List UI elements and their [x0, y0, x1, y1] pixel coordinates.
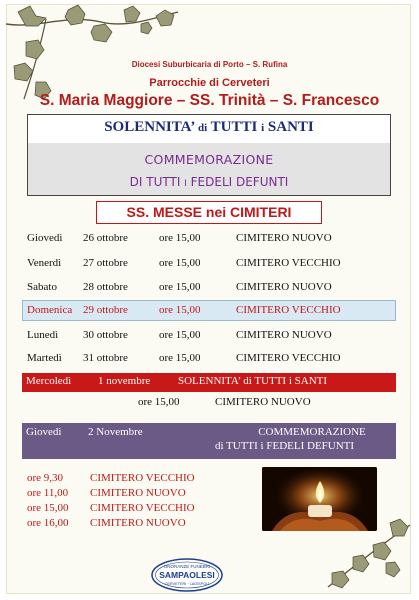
- solennita-title: [28, 119, 390, 136]
- giovedi-date: 2 Novembre: [88, 426, 143, 438]
- schedule-row-highlighted: [0, 302, 419, 320]
- mass-time: ore 11,00: [27, 487, 69, 499]
- giovedi-title-line2: di TUTTI i FEDELI DEFUNTI: [214, 440, 355, 452]
- mercoledi-date: 1 novembre: [98, 375, 151, 387]
- mass-place: CIMITERO NUOVO: [90, 517, 186, 529]
- title-part: i: [261, 122, 265, 134]
- row-date: 28 ottobre: [83, 281, 128, 293]
- diocesi-line: Diocesi Suburbicaria di Porto – S. Rufina: [131, 60, 288, 69]
- giovedi-mass-row: [0, 472, 260, 487]
- logo-name: SAMPAOLESI: [159, 570, 215, 580]
- title-part: TUTTI: [207, 119, 262, 135]
- row-place: CIMITERO VECCHIO: [236, 352, 341, 364]
- row-day: Giovedì: [27, 232, 63, 244]
- row-day: Domenica: [27, 304, 73, 316]
- row-day: Sabato: [27, 281, 57, 293]
- mass-place: CIMITERO VECCHIO: [90, 502, 195, 514]
- churches-line: S. Maria Maggiore – SS. Trinità – S. Francesco: [39, 92, 380, 109]
- title-part: SOLENNITA’: [104, 119, 198, 135]
- schedule-row: [0, 279, 419, 297]
- row-date: 29 ottobre: [83, 304, 128, 316]
- row-time: ore 15,00: [159, 304, 201, 316]
- mercoledi-place: CIMITERO NUOVO: [215, 396, 311, 408]
- mercoledi-band: [22, 373, 396, 392]
- giovedi-day: Giovedì: [26, 426, 62, 438]
- mercoledi-day: Mercoledì: [26, 375, 72, 387]
- mercoledi-title: SOLENNITA’ di TUTTI i SANTI: [178, 375, 328, 387]
- row-day: Venerdì: [27, 257, 62, 269]
- row-date: 26 ottobre: [83, 232, 128, 244]
- messe-heading: SS. MESSE nei CIMITERI: [96, 201, 322, 224]
- parrocchie-line: Parrocchie di Cerveteri: [149, 77, 270, 89]
- candle-image: [262, 467, 377, 531]
- mass-time: ore 9,30: [27, 472, 64, 484]
- row-day: Martedì: [27, 352, 62, 364]
- row-date: 27 ottobre: [83, 257, 128, 269]
- giovedi-mass-row: [0, 487, 260, 502]
- row-date: 31 ottobre: [83, 352, 128, 364]
- subtitle-part: DI TUTTI: [129, 175, 185, 189]
- row-day: Lunedì: [27, 329, 59, 341]
- row-place: CIMITERO VECCHIO: [236, 257, 341, 269]
- mercoledi-time: ore 15,00: [138, 396, 180, 408]
- funeral-home-logo-icon: [150, 557, 224, 593]
- giovedi-mass-row: [0, 502, 260, 517]
- candle-in-hands-icon: [262, 467, 377, 531]
- schedule-row: [0, 255, 419, 273]
- giovedi-mass-row: [0, 517, 260, 532]
- row-place: CIMITERO VECCHIO: [236, 304, 341, 316]
- fedeli-defunti-title: [28, 175, 390, 189]
- logo-top-text: ONORANZE FUNEBRI: [163, 564, 211, 569]
- row-place: CIMITERO NUOVO: [236, 281, 332, 293]
- row-time: ore 15,00: [159, 329, 201, 341]
- row-place: CIMITERO NUOVO: [236, 232, 332, 244]
- schedule-row: [0, 350, 419, 368]
- logo-bottom-text: CERVETERI · LADISPOLI: [164, 582, 210, 586]
- mass-time: ore 16,00: [27, 517, 69, 529]
- row-time: ore 15,00: [159, 257, 201, 269]
- commemorazione-title: COMMEMORAZIONE: [144, 152, 274, 167]
- mass-time: ore 15,00: [27, 502, 69, 514]
- row-time: ore 15,00: [159, 281, 201, 293]
- schedule-row: [0, 327, 419, 345]
- schedule-row: [0, 230, 419, 248]
- row-date: 30 ottobre: [83, 329, 128, 341]
- subtitle-part: FEDELI DEFUNTI: [186, 175, 289, 189]
- sampaolesi-logo: [150, 557, 224, 593]
- mass-place: CIMITERO NUOVO: [90, 487, 186, 499]
- giovedi-title-line1: COMMEMORAZIONE: [258, 426, 366, 438]
- title-part: di: [197, 122, 208, 134]
- row-time: ore 15,00: [159, 232, 201, 244]
- giovedi-band: [22, 423, 396, 459]
- subtitle-part: I: [184, 179, 187, 189]
- row-time: ore 15,00: [159, 352, 201, 364]
- row-place: CIMITERO NUOVO: [236, 329, 332, 341]
- title-part: SANTI: [264, 119, 314, 135]
- mass-place: CIMITERO VECCHIO: [90, 472, 195, 484]
